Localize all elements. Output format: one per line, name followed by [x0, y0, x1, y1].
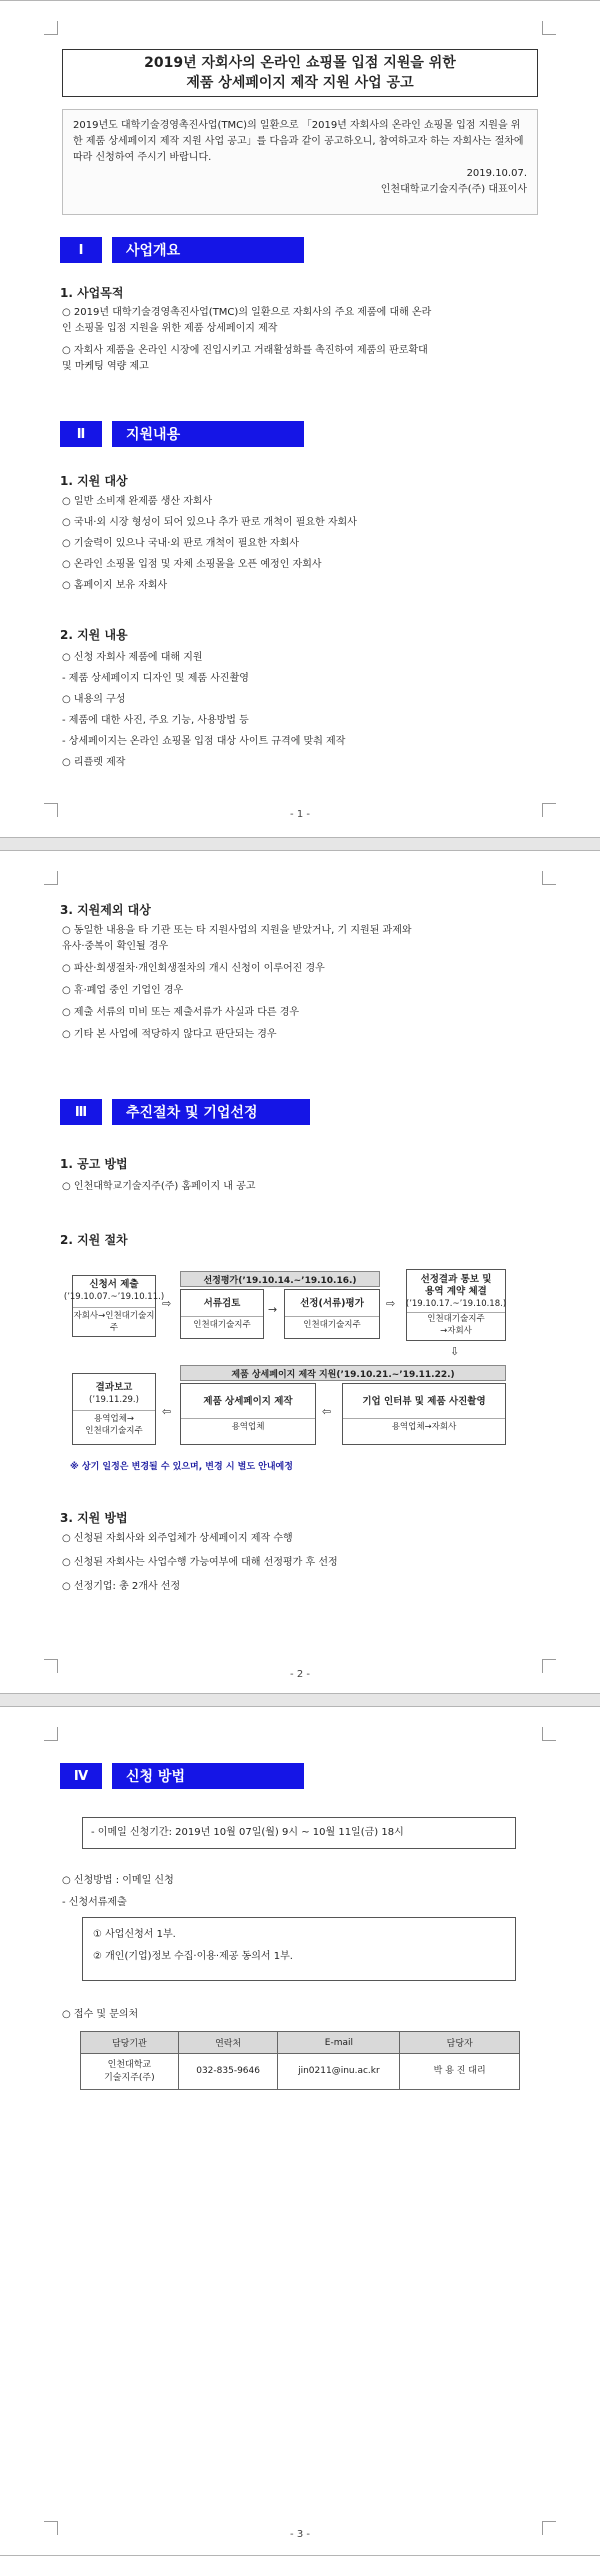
- list-item: ○ 인천대학교기술지주(주) 홈페이지 내 공고: [62, 1181, 256, 1192]
- flow-step-date: (’19.11.29.): [89, 1394, 139, 1405]
- page-corner-mark: [44, 21, 58, 35]
- page-1: [0, 0, 600, 838]
- column-header: 담당기관: [81, 2032, 179, 2054]
- list-item: ○ 신청된 자회사와 외주업체가 상세페이지 제작 수행: [62, 1533, 293, 1544]
- flow-stage-bar: 선정평가(’19.10.14.~’19.10.16.): [180, 1271, 380, 1287]
- list-item: ○ 동일한 내용을 타 기관 또는 타 지원사업의 지원을 받았거나, 기 지원된 과제와: [62, 925, 412, 936]
- flow-step-actor: 자회사→인천대기술지주: [73, 1307, 155, 1334]
- flow-step-title: 제품 상세페이지 제작: [203, 1395, 293, 1407]
- document-title: [62, 49, 538, 97]
- title-line-1: 2019년 자회사의 온라인 쇼핑몰 입점 지원을 위한: [144, 55, 456, 71]
- list-item: ○ 제출 서류의 미비 또는 제출서류가 사실과 다른 경우: [62, 1007, 300, 1018]
- section-header-3: [60, 1099, 310, 1125]
- list-item: - 제품에 대한 사진, 주요 기능, 사용방법 등: [62, 715, 249, 726]
- table-row: [81, 2054, 520, 2090]
- page-corner-mark: [542, 21, 556, 35]
- page-number: - 1 -: [290, 809, 310, 820]
- phone-cell: 032-835-9646: [178, 2054, 278, 2090]
- page-corner-mark: [542, 871, 556, 885]
- section-number: Ⅱ: [60, 421, 102, 447]
- flow-step-title: 신청서 제출: [89, 1278, 139, 1290]
- list-item: ① 사업신청서 1부.: [93, 1929, 176, 1940]
- org-cell: [81, 2054, 179, 2090]
- page-3: [0, 1706, 600, 2556]
- arrow-right-icon: ⇨: [162, 1297, 172, 1310]
- flow-step-actor-2: 인천대기술지주: [85, 1425, 143, 1436]
- flow-step-result: [406, 1269, 506, 1341]
- arrow-left-icon: ⇦: [162, 1405, 172, 1418]
- org-line: 인천대학교: [107, 2059, 152, 2070]
- column-header: 담당자: [400, 2032, 520, 2054]
- application-period-box: [82, 1817, 516, 1849]
- flow-step-date: (’19.10.17.~’19.10.18.): [405, 1298, 507, 1309]
- method-list: [62, 1531, 338, 1595]
- page-corner-mark: [542, 1727, 556, 1741]
- section-title: 사업개요: [112, 237, 304, 263]
- section-header-1: [60, 237, 304, 263]
- arrow-right-icon: →: [268, 1303, 278, 1316]
- list-item: ○ 국내·외 시장 형성이 되어 있으나 추가 판로 개척이 필요한 자회사: [62, 517, 357, 528]
- application-period: - 이메일 신청기간: 2019년 10월 07일(월) 9시 ~ 10월 11일(금) 18시: [91, 1827, 404, 1838]
- required-docs-box: [82, 1917, 516, 1981]
- intro-date: 2019.10.07.: [466, 168, 527, 179]
- flow-step-date: (’19.10.07.~’19.10.11.): [63, 1291, 165, 1302]
- flow-step-interview: [342, 1383, 506, 1445]
- list-item: ○ 리플렛 제작: [62, 757, 126, 768]
- flow-step-title: 선정(서류)평가: [300, 1297, 364, 1309]
- list-item: ○ 신청 자회사 제품에 대해 지원: [62, 652, 203, 663]
- list-item: ○ 선정기업: 총 2개사 선정: [62, 1581, 181, 1592]
- flow-stage-bar: 제품 상세페이지 제작 지원(’19.10.21.~’19.11.22.): [180, 1365, 506, 1381]
- column-header: 연락처: [178, 2032, 278, 2054]
- list-item: - 제품 상세페이지 디자인 및 제품 사진촬영: [62, 673, 249, 684]
- section-number: Ⅲ: [60, 1099, 102, 1125]
- arrow-left-icon: ⇦: [322, 1405, 332, 1418]
- page-number: - 2 -: [290, 1669, 310, 1680]
- email-cell[interactable]: jin0211@inu.ac.kr: [278, 2054, 400, 2090]
- docs-heading: - 신청서류제출: [62, 1897, 127, 1908]
- page-corner-mark: [44, 1727, 58, 1741]
- section-title: 신청 방법: [112, 1763, 304, 1789]
- flow-step-actor: 용역업체→자회사: [343, 1418, 505, 1433]
- arrow-down-icon: ⇩: [450, 1345, 460, 1358]
- list-item: - 상세페이지는 온라인 쇼핑몰 입점 대상 사이트 규격에 맞춰 제작: [62, 736, 346, 747]
- list-item: ○ 일반 소비재 완제품 생산 자회사: [62, 496, 213, 507]
- apply-method: ○ 신청방법 : 이메일 신청: [62, 1875, 174, 1886]
- column-header: E-mail: [278, 2032, 400, 2054]
- section-header-4: [60, 1763, 304, 1789]
- flow-step-produce: [180, 1383, 316, 1445]
- person-cell: 박 용 진 대리: [400, 2054, 520, 2090]
- page-2: [0, 850, 600, 1694]
- list-item: ○ 기타 본 사업에 적당하지 않다고 판단되는 경우: [62, 1029, 277, 1040]
- flow-step-title: 결과보고: [95, 1381, 133, 1393]
- list-item: ○ 기술력이 있으나 국내·외 판로 개척이 필요한 자회사: [62, 538, 300, 549]
- list-item: ○ 휴·폐업 중인 기업인 경우: [62, 985, 184, 996]
- table-header-row: [81, 2032, 520, 2054]
- flow-step-actor: 인천대기술지주: [285, 1316, 379, 1331]
- notice-heading: 1. 공고 방법: [60, 1157, 128, 1171]
- contact-heading: ○ 접수 및 문의처: [62, 2009, 139, 2020]
- page-number: - 3 -: [290, 2529, 310, 2540]
- flow-step-title: 선정결과 통보 및: [420, 1273, 492, 1285]
- intro-text: 2019년도 대학기술경영촉진사업(TMC)의 일환으로 「2019년 자회사의 온라인 쇼핑몰 입점 지원을 위한 제품 상세페이지 제작 지원 사업 공고」를 다음과 같이 공고하오니, 참여하고자 하는 자회사는 절차에 따라 신청하여 주시기 바랍니다.: [73, 120, 524, 163]
- list-item: ○ 자회사 제품을 온라인 시장에 진입시키고 거래활성화를 촉진하여 제품의 판로확대: [62, 345, 428, 356]
- intro-signature: 인천대학교기술지주(주) 대표이사: [380, 184, 527, 195]
- org-line: 기술지주(주): [104, 2072, 155, 2083]
- exclude-list: [62, 923, 412, 1043]
- section-number: Ⅳ: [60, 1763, 102, 1789]
- list-item: ○ 2019년 대학기술경영촉진사업(TMC)의 일환으로 자회사의 주요 제품에 대해 온라: [62, 307, 432, 318]
- purpose-list: [62, 305, 431, 375]
- section-number: Ⅰ: [60, 237, 102, 263]
- flow-note: ※ 상기 일정은 변경될 수 있으며, 변경 시 별도 안내예정: [70, 1462, 293, 1472]
- list-item: ○ 파산·회생절차·개인회생절차의 개시 신청이 이루어진 경우: [62, 963, 325, 974]
- contact-table: [80, 2031, 520, 2090]
- procedure-flow-diagram: [63, 1269, 530, 1449]
- flow-step-actor: 인천대기술지주: [407, 1312, 505, 1325]
- title-line-2: 제품 상세페이지 제작 지원 사업 공고: [186, 75, 414, 91]
- flow-step-actor: 인천대기술지주: [181, 1316, 263, 1331]
- flow-step-actor-2: →자회사: [440, 1325, 472, 1336]
- method-heading: 3. 지원 방법: [60, 1511, 128, 1525]
- intro-box: [62, 109, 538, 215]
- list-item: 및 마케팅 역량 제고: [62, 361, 149, 372]
- target-list: [62, 494, 357, 594]
- flow-step-actor: 용역업체: [181, 1418, 315, 1433]
- flow-step-doc-review: [180, 1289, 264, 1339]
- list-item: ○ 신청된 자회사는 사업수행 가능여부에 대해 선정평가 후 선정: [62, 1557, 338, 1568]
- procedure-heading: 2. 지원 절차: [60, 1233, 128, 1247]
- flow-step-doc-eval: [284, 1289, 380, 1339]
- list-item: ○ 홈페이지 보유 자회사: [62, 580, 168, 591]
- purpose-heading: 1. 사업목적: [60, 286, 124, 300]
- target-heading: 1. 지원 대상: [60, 474, 128, 488]
- page-corner-mark: [44, 871, 58, 885]
- content-list: [62, 650, 345, 771]
- arrow-right-icon: ⇨: [386, 1297, 396, 1310]
- flow-step-title: 기업 인터뷰 및 제품 사진촬영: [362, 1395, 486, 1407]
- flow-step-title: 서류검토: [203, 1297, 241, 1309]
- flow-step-apply: [63, 1275, 165, 1337]
- section-title: 추진절차 및 기업선정: [112, 1099, 310, 1125]
- section-header-2: [60, 421, 304, 447]
- flow-step-actor: 용역업체→: [73, 1410, 155, 1425]
- list-item: ② 개인(기업)정보 수집·이용·제공 동의서 1부.: [93, 1951, 293, 1962]
- flow-step-title-2: 용역 계약 체결: [425, 1285, 487, 1297]
- list-item: ○ 내용의 구성: [62, 694, 126, 705]
- flow-step-report: [72, 1373, 156, 1445]
- list-item: ○ 온라인 소핑몰 입점 및 자체 소핑몰을 오픈 예정인 자회사: [62, 559, 322, 570]
- section-title: 지원내용: [112, 421, 304, 447]
- exclude-heading: 3. 지원제외 대상: [60, 903, 151, 917]
- list-item: 유사·중복이 확인될 경우: [62, 941, 169, 952]
- list-item: 인 소핑몰 입점 지원을 위한 제품 상세페이지 제작: [62, 323, 278, 334]
- content-heading: 2. 지원 내용: [60, 628, 128, 642]
